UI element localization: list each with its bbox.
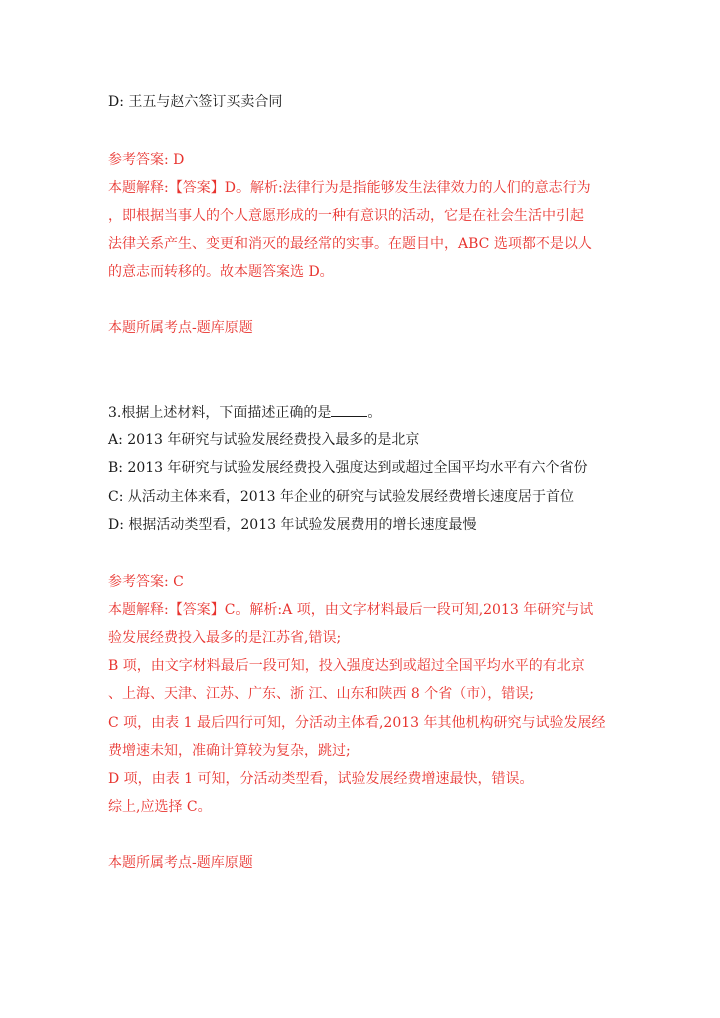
q3-answer: 参考答案: C (108, 574, 184, 590)
q3-explanation-line: D 项，由表 1 可知，分活动类型看，试验发展经费增速最快，错误。 (108, 771, 534, 787)
q3-explanation-line: C 项，由表 1 最后四行可知，分活动主体看,2013 年其他机构研究与试验发展经 (108, 715, 606, 731)
q3-stem-end: 。 (367, 405, 382, 421)
q3-stem (108, 402, 381, 422)
q3-option-b: B: 2013 年研究与试验发展经费投入强度达到或超过全国平均水平有六个省份 (108, 460, 588, 476)
q2-explanation-line: ，即根据当事人的个人意愿形成的一种有意识的活动，它是在社会生活中引起 (108, 208, 584, 224)
q2-explanation-line: 本题解释:【答案】D。解析:法律行为是指能够发生法律效力的人们的意志行为 (108, 180, 591, 196)
q3-explanation-line: B 项，由文字材料最后一段可知，投入强度达到或超过全国平均水平的有北京 (108, 658, 585, 674)
q3-explanation-line: 费增速未知，准确计算较为复杂，跳过; (108, 743, 351, 759)
q2-explanation-line: 的意志而转移的。故本题答案选 D。 (108, 264, 334, 280)
q3-explanation-line: 综上,应选择 C。 (108, 799, 212, 815)
answer-blank (331, 402, 367, 417)
q3-explanation-line: 验发展经费投入最多的是江苏省,错误; (108, 630, 342, 646)
q3-option-c: C: 从活动主体来看，2013 年企业的研究与试验发展经费增长速度居于首位 (108, 489, 574, 505)
q2-topic: 本题所属考点-题库原题 (108, 320, 253, 336)
q3-explanation-line: 、上海、天津、江苏、广东、浙 江、山东和陕西 8 个省（市），错误; (108, 686, 534, 702)
q3-stem-text: 3.根据上述材料，下面描述正确的是 (108, 405, 332, 421)
q3-option-a: A: 2013 年研究与试验发展经费投入最多的是北京 (108, 432, 420, 448)
q3-option-d: D: 根据活动类型看，2013 年试验发展费用的增长速度最慢 (108, 517, 477, 533)
q2-explanation-line: 法律关系产生、变更和消灭的最经常的实事。在题目中，ABC 选项都不是以人 (108, 236, 592, 252)
q3-explanation-line: 本题解释:【答案】C。解析:A 项，由文字材料最后一段可知,2013 年研究与试 (108, 602, 594, 618)
q3-topic: 本题所属考点-题库原题 (108, 855, 253, 871)
q2-answer: 参考答案: D (108, 152, 185, 168)
q2-option-d: D: 王五与赵六签订买卖合同 (108, 94, 283, 110)
